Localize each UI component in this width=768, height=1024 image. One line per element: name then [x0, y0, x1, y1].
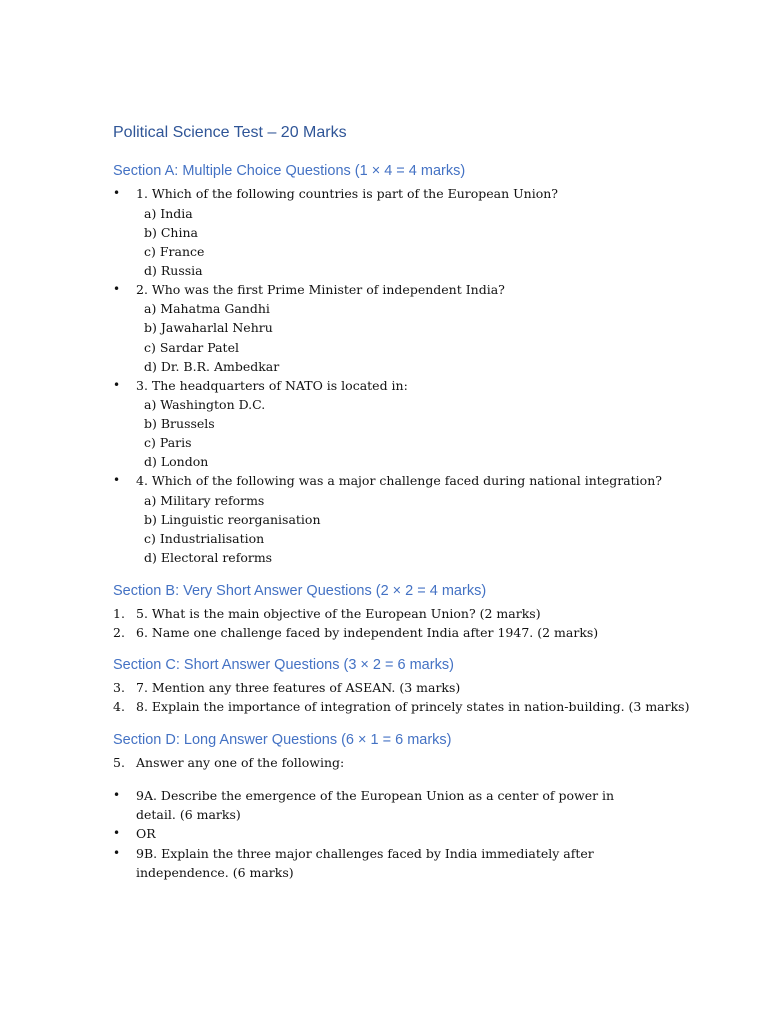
- section-b-heading: Section B: Very Short Answer Questions (2 × 2 = 4 marks): [113, 583, 487, 599]
- option: b) Brussels: [144, 416, 215, 431]
- option: a) Mahatma Gandhi: [144, 301, 270, 316]
- bullet: •: [113, 846, 121, 860]
- option: a) Washington D.C.: [144, 397, 266, 412]
- question-6: 6. Name one challenge faced by independent India after 1947. (2 marks): [136, 625, 599, 640]
- option: d) Electoral reforms: [144, 550, 273, 565]
- question-4: 4. Which of the following was a major challenge faced during national integration?: [136, 473, 662, 488]
- question-7: 7. Mention any three features of ASEAN. (3 marks): [136, 680, 461, 695]
- page-title: Political Science Test – 20 Marks: [113, 124, 347, 141]
- section-d-heading: Section D: Long Answer Questions (6 × 1 = 6 marks): [113, 732, 452, 748]
- option: d) Russia: [144, 263, 203, 278]
- question-9a: 9A. Describe the emergence of the European Union as a center of power in detail. (6 marks): [136, 788, 615, 822]
- bullet: •: [113, 788, 121, 802]
- list-number: 2.: [113, 625, 125, 640]
- question-1: 1. Which of the following countries is part of the European Union?: [136, 186, 558, 201]
- option: b) Jawaharlal Nehru: [144, 320, 273, 335]
- option: c) Paris: [144, 435, 192, 450]
- section-a-heading: Section A: Multiple Choice Questions (1 × 4 = 4 marks): [113, 163, 466, 179]
- section-d-instruction: Answer any one of the following:: [136, 755, 345, 770]
- list-number: 3.: [113, 680, 125, 695]
- bullet: •: [113, 378, 121, 392]
- option: c) Industrialisation: [144, 531, 265, 546]
- bullet: •: [113, 282, 121, 296]
- list-number: 5.: [113, 755, 125, 770]
- option: d) London: [144, 454, 209, 469]
- section-c-heading: Section C: Short Answer Questions (3 × 2 = 6 marks): [113, 657, 454, 673]
- option: c) France: [144, 244, 205, 259]
- option: d) Dr. B.R. Ambedkar: [144, 359, 280, 374]
- or-separator: OR: [136, 826, 156, 841]
- question-9b: 9B. Explain the three major challenges faced by India immediately after independence. (6 marks): [136, 846, 594, 880]
- bullet: •: [113, 473, 121, 487]
- option: c) Sardar Patel: [144, 340, 239, 355]
- option: b) China: [144, 225, 198, 240]
- option: a) India: [144, 206, 193, 221]
- question-3: 3. The headquarters of NATO is located in:: [136, 378, 408, 393]
- question-5: 5. What is the main objective of the European Union? (2 marks): [136, 606, 541, 621]
- list-number: 1.: [113, 606, 125, 621]
- list-number: 4.: [113, 699, 125, 714]
- question-8: 8. Explain the importance of integration of princely states in nation-building. (3 marks): [136, 699, 690, 714]
- bullet: •: [113, 186, 121, 200]
- bullet: •: [113, 826, 121, 840]
- question-2: 2. Who was the first Prime Minister of independent India?: [136, 282, 505, 297]
- option: b) Linguistic reorganisation: [144, 512, 321, 527]
- option: a) Military reforms: [144, 493, 265, 508]
